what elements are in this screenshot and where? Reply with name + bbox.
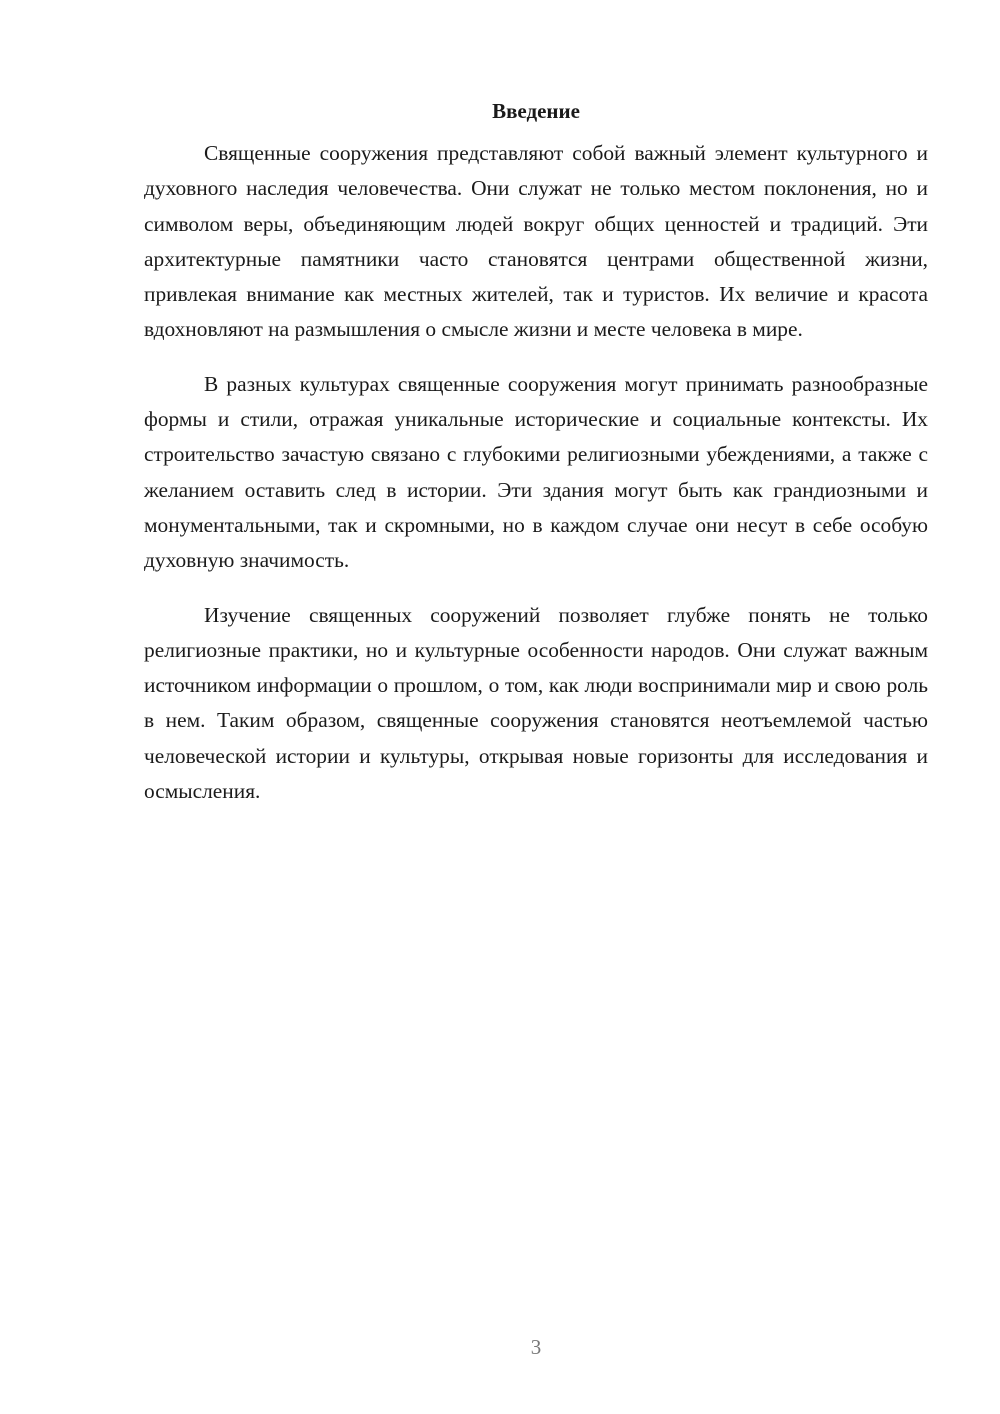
- section-heading: Введение: [492, 99, 580, 123]
- page-number: 3: [530, 1335, 542, 1359]
- page-content: [144, 96, 928, 828]
- paragraph-1: Священные сооружения представляют собой важный элемент культурного и духовного наследия человечества. Они служат не только местом поклонения, но и символом веры, объединяющим людей вокруг общих ценностей и традиций. Эти архитектурные памятники часто становятся центрами общественной жизни, привлекая внимание как местных жителей, так и туристов. Их величие и красота вдохновляют на размышления о смысле жизни и месте человека в мире.: [144, 141, 928, 342]
- paragraph-3: Изучение священных сооружений позволяет глубже понять не только религиозные практики, но и культурные особенности народов. Они служат важным источником информации о прошлом, о том, как люди воспринимали мир и свою роль в нем. Таким образом, священные сооружения становятся неотъемлемой частью человеческой истории и культуры, открывая новые горизонты для исследования и осмысления.: [144, 602, 928, 804]
- paragraph-2: В разных культурах священные сооружения могут принимать разнообразные формы и стили, отражая уникальные исторические и социальные контексты. Их строительство зачастую связано с глубокими религиозными убеждениями, а также с желанием оставить след в истории. Эти здания могут быть как грандиозными и монументальными, так и скромными, но в каждом случае они несут в себе особую духовную значимость.: [144, 371, 928, 573]
